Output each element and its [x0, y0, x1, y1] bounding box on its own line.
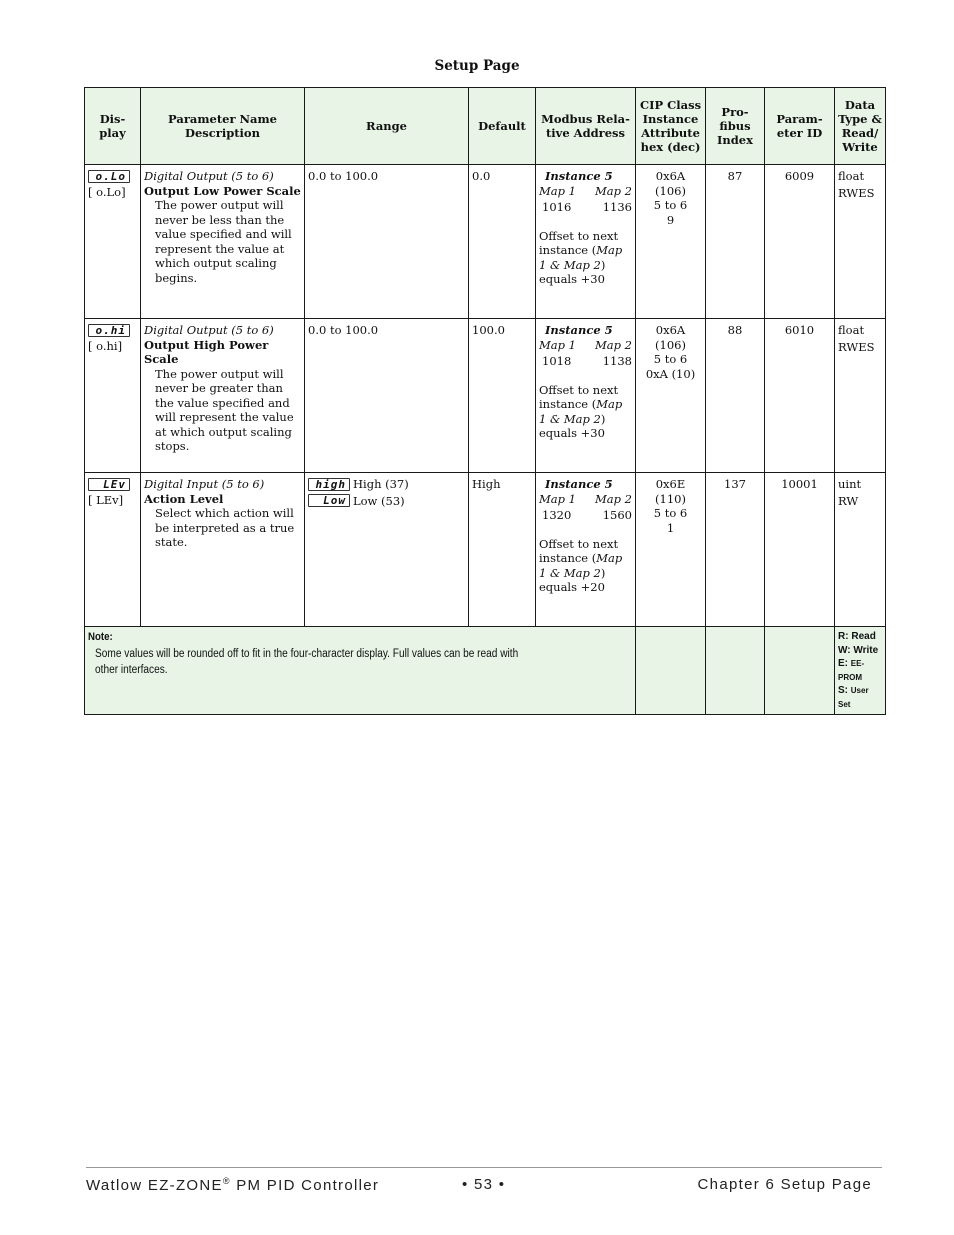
param-cell: [141, 319, 305, 473]
cip-cell: [636, 319, 706, 473]
modbus-instance: Instance 5: [545, 169, 613, 183]
cip-instance: 5 to 6: [653, 352, 688, 366]
cip-cell: [636, 165, 706, 319]
cip-attribute: 0xA (10): [645, 366, 696, 381]
default-cell: High: [469, 473, 536, 627]
display-cell: [85, 319, 141, 473]
default-cell: 0.0: [469, 165, 536, 319]
map1-label: Map 1: [539, 183, 576, 198]
param-id-cell: 6010: [765, 319, 835, 473]
data-type-cell: [835, 165, 886, 319]
empty-cell: [706, 627, 765, 715]
param-cell: [141, 165, 305, 319]
rw-legend: R: Read W: Write E: EE- PROM S: User Set: [835, 627, 886, 715]
cip-instance: 5 to 6: [653, 198, 688, 212]
table-row: [85, 319, 886, 473]
page-title: Setup Page: [434, 58, 520, 74]
display-cell: [85, 473, 141, 627]
header-param: Parameter Name Description: [141, 88, 305, 165]
lcd-display-icon: o.Lo: [88, 170, 130, 183]
range-cell: 0.0 to 100.0: [305, 165, 469, 319]
table-row: [85, 473, 886, 627]
range-cell: [305, 473, 469, 627]
map1-address: 1016: [542, 200, 572, 214]
data-type: float: [838, 169, 865, 183]
header-modbus: Modbus Rela- tive Address: [536, 88, 636, 165]
param-description: The power output will never be less than the value specified and will represent the value at which output scaling begins.: [155, 198, 292, 285]
data-type-cell: [835, 473, 886, 627]
modbus-cell: [536, 165, 636, 319]
display-text: [ o.hi]: [88, 338, 123, 353]
modbus-offset: Offset to next instance (Map 1 & Map 2) equals +20: [539, 536, 623, 594]
param-description: Select which action will be interpreted as a true state.: [155, 506, 295, 549]
profibus-cell: 87: [706, 165, 765, 319]
display-text: [ LEv]: [88, 492, 124, 507]
modbus-instance: Instance 5: [545, 477, 613, 491]
param-category: Digital Output (5 to 6): [144, 169, 274, 183]
profibus-cell: 88: [706, 319, 765, 473]
default-cell: 100.0: [469, 319, 536, 473]
footer-chapter: Chapter 6 Setup Page: [697, 1176, 872, 1193]
modbus-cell: [536, 473, 636, 627]
empty-cell: [765, 627, 835, 715]
read-write: RW: [838, 493, 859, 508]
modbus-offset: Offset to next instance (Map 1 & Map 2) equals +30: [539, 228, 623, 286]
header-default: Default: [469, 88, 536, 165]
note-label: Note:: [88, 631, 113, 643]
modbus-offset: Offset to next instance (Map 1 & Map 2) equals +30: [539, 382, 623, 440]
display-cell: [85, 165, 141, 319]
map1-address: 1018: [542, 354, 572, 368]
lcd-display-icon: LEv: [88, 478, 130, 491]
cip-class: 0x6A (106): [655, 323, 686, 352]
data-type: uint: [838, 477, 862, 491]
param-name: Action Level: [144, 491, 224, 506]
map1-label: Map 1: [539, 337, 576, 352]
header-display: Dis- play: [85, 88, 141, 165]
cip-class: 0x6E (110): [655, 477, 686, 506]
map2-address: 1136: [602, 200, 632, 214]
data-type-cell: [835, 319, 886, 473]
param-category: Digital Output (5 to 6): [144, 323, 274, 337]
range-option: Low (53): [353, 493, 405, 508]
cip-class: 0x6A (106): [655, 169, 686, 198]
parameter-table: [84, 87, 886, 715]
param-id-cell: 6009: [765, 165, 835, 319]
map2-label: Map 2: [595, 183, 632, 198]
modbus-instance: Instance 5: [545, 323, 613, 337]
note-row: [85, 627, 886, 715]
param-category: Digital Input (5 to 6): [144, 477, 265, 491]
table-row: [85, 165, 886, 319]
range-cell: 0.0 to 100.0: [305, 319, 469, 473]
map2-label: Map 2: [595, 491, 632, 506]
map1-address: 1320: [542, 508, 572, 522]
footer-product: Watlow EZ-ZONE® PM PID Controller: [86, 1176, 380, 1194]
param-cell: [141, 473, 305, 627]
page-footer: [86, 1176, 872, 1196]
profibus-cell: 137: [706, 473, 765, 627]
table-header: [85, 88, 886, 165]
read-write: RWES: [838, 185, 875, 200]
display-text: [ o.Lo]: [88, 184, 126, 199]
empty-cell: [636, 627, 706, 715]
header-param-id: Param- eter ID: [765, 88, 835, 165]
param-description: The power output will never be greater than the value specified and will represent the value at which output scaling stops.: [155, 366, 294, 453]
note-text: Some values will be rounded off to fit in the four-character display. Full values can be read with other interfaces.: [95, 647, 519, 676]
lcd-low-icon: Low: [308, 494, 350, 507]
lcd-high-icon: high: [308, 478, 350, 491]
read-write: RWES: [838, 339, 875, 354]
header-profibus: Pro- fibus Index: [706, 88, 765, 165]
param-name: Output High Power Scale: [144, 337, 269, 366]
cip-instance: 5 to 6: [653, 506, 688, 520]
header-cip: CIP Class Instance Attribute hex (dec): [636, 88, 706, 165]
param-name: Output Low Power Scale: [144, 183, 301, 198]
cip-cell: [636, 473, 706, 627]
range-option: High (37): [353, 477, 409, 491]
note-cell: [85, 627, 636, 715]
data-type: float: [838, 323, 865, 337]
param-id-cell: 10001: [765, 473, 835, 627]
header-range: Range: [305, 88, 469, 165]
map2-label: Map 2: [595, 337, 632, 352]
map2-address: 1138: [602, 354, 632, 368]
footer-divider: [86, 1167, 882, 1168]
map2-address: 1560: [602, 508, 632, 522]
modbus-cell: [536, 319, 636, 473]
cip-attribute: 9: [666, 212, 675, 227]
map1-label: Map 1: [539, 491, 576, 506]
cip-attribute: 1: [666, 520, 675, 535]
lcd-display-icon: o.hi: [88, 324, 130, 337]
header-data-type: Data Type & Read/ Write: [835, 88, 886, 165]
footer-page-number: • 53 •: [462, 1176, 506, 1193]
